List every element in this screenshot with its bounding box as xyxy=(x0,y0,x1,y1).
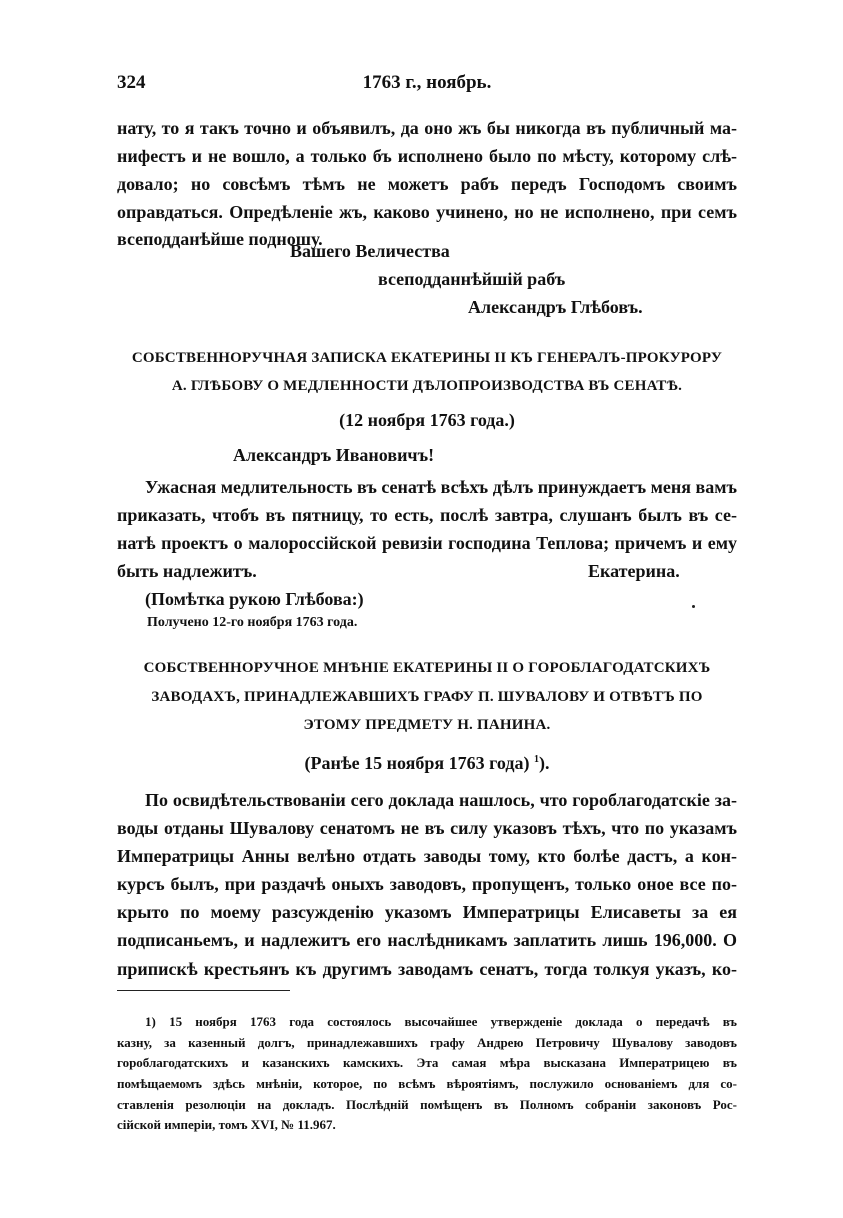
footnote-divider xyxy=(117,990,290,991)
date-end: ). xyxy=(538,753,550,773)
text-line: крыто по моему разсужденію указомъ Императрицы Елисаветы за ея xyxy=(117,902,737,922)
salutation: Александръ Ивановичъ! xyxy=(233,445,435,465)
section-title: СОБСТВЕННОРУЧНОЕ МНѢНІЕ ЕКАТЕРИНЫ II О ГОРОБЛАГОДАТСКИХЪ xyxy=(143,660,711,676)
footnote-line: ставленія резолюціи на докладъ. Послѣдній помѣщенъ въ Полномъ собраніи законовъ Рос- xyxy=(117,1097,737,1112)
footnote-line: казну, за казенный долгъ, принадлежавшихъ графу Андрею Петровичу Шувалову заводовъ xyxy=(117,1035,737,1050)
text-line: приказать, чтобъ въ пятницу, то есть, послѣ завтра, слушанъ былъ въ се- xyxy=(117,505,737,525)
section-title: А. ГЛѢБОВУ О МЕДЛЕННОСТИ ДѢЛОПРОИЗВОДСТВА ВЪ СЕНАТѢ. xyxy=(171,378,683,394)
text-line: всеподданѣйше подношу. xyxy=(117,229,323,249)
text-line: нату, то я такъ точно и объявилъ, да оно жъ бы никогда въ публичный ма- xyxy=(117,118,737,138)
section-date: (12 ноября 1763 года.) xyxy=(339,410,515,430)
section-title: СОБСТВЕННОРУЧНАЯ ЗАПИСКА ЕКАТЕРИНЫ II КЪ ГЕНЕРАЛЪ-ПРОКУРОРУ xyxy=(131,350,723,366)
text-line: курсъ былъ, при раздачѣ оныхъ заводовъ, пропущенъ, только оное все по- xyxy=(117,874,737,894)
running-title: 1763 г., ноябрь. xyxy=(362,72,492,93)
footnote-line: помѣщаемомъ здѣсь мнѣніи, которое, по всѣмъ вѣроятіямъ, послужило основаніемъ для со- xyxy=(117,1076,737,1091)
footnote-ref[interactable]: 1 xyxy=(533,754,539,765)
text-line: подписаньемъ, и надлежитъ его наслѣдникамъ заплатить лишь 196,000. О xyxy=(117,930,737,950)
footnote-marker: 1) xyxy=(145,1014,156,1029)
section-title: ЭТОМУ ПРЕДМЕТУ Н. ПАНИНА. xyxy=(303,717,551,733)
closing-line: всеподданнѣйшій рабъ xyxy=(378,269,566,289)
signature: Екатерина. xyxy=(588,561,680,581)
text-line: воды отданы Шувалову сенатомъ не въ силу указовъ тѣхъ, что по указамъ xyxy=(117,818,737,838)
page-number: 324 xyxy=(117,72,146,93)
footnote-line: гороблагодатскихъ и казанскихъ камскихъ. Эта самая мѣра высказана Императрицею въ xyxy=(117,1055,737,1070)
text-line: Ужасная медлительность въ сенатѣ всѣхъ дѣлъ принуждаетъ меня вамъ xyxy=(145,477,737,497)
section-date xyxy=(117,749,737,774)
speck xyxy=(692,605,695,608)
signature: Александръ Глѣбовъ. xyxy=(468,297,643,317)
footnote-line: сійской имперіи, томъ XVI, № 11.967. xyxy=(117,1117,336,1132)
footnote-line xyxy=(145,1013,737,1031)
text-line: Императрицы Анны велѣно отдать заводы тому, кто болѣе дастъ, а кон- xyxy=(117,846,737,866)
text-line: натѣ проектъ о малороссійской ревизіи господина Теплова; причемъ и ему xyxy=(117,533,737,553)
text-line: нифестъ и не вошло, а только бъ исполнено было по мѣсту, которому слѣ- xyxy=(117,146,737,166)
text-line: быть надлежитъ. xyxy=(117,561,257,581)
footnote-text: 15 ноября 1763 года состоялось высочайшее утвержденіе доклада о передачѣ въ xyxy=(169,1014,737,1029)
text-line: припискѣ крестьянъ къ другимъ заводамъ сенатъ, тогда толкуя указъ, ко- xyxy=(117,959,737,979)
closing-line: Вашего Величества xyxy=(290,241,450,261)
text-line: оправдаться. Опредѣленіе жъ, каково учинено, но не исполнено, при семъ xyxy=(117,202,737,222)
note-text: Получено 12-го ноября 1763 года. xyxy=(147,615,358,630)
text-line: По освидѣтельствованіи сего доклада нашлось, что гороблагодатскіе за- xyxy=(145,790,737,810)
section-title: ЗАВОДАХЪ, ПРИНАДЛЕЖАВШИХЪ ГРАФУ П. ШУВАЛОВУ И ОТВѢТЪ ПО xyxy=(151,689,703,705)
note-label: (Помѣтка рукою Глѣбова:) xyxy=(145,589,364,609)
date-text: (Ранѣе 15 ноября 1763 года) xyxy=(304,753,530,773)
text-line: довало; но совсѣмъ тѣмъ не можетъ рабъ передъ Господомъ своимъ xyxy=(117,174,737,194)
